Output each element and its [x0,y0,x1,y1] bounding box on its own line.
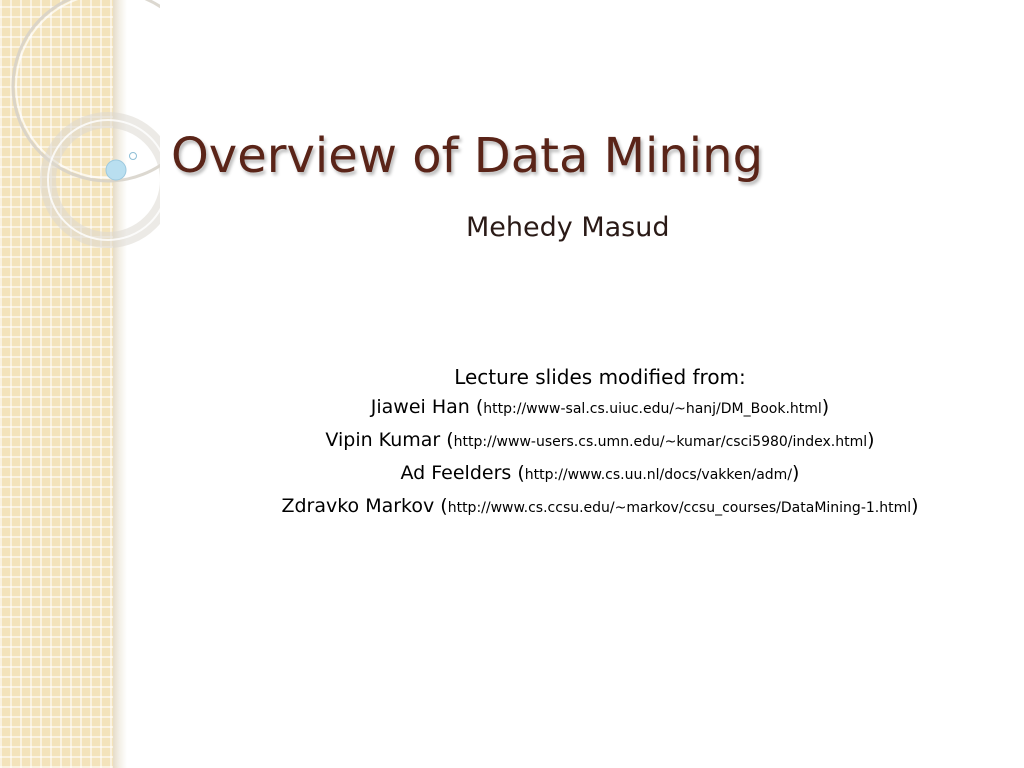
slide-title: Overview of Data Mining [171,128,764,184]
author-name: Mehedy Masud [466,212,670,243]
credits-heading: Lecture slides modified from: [454,365,746,389]
credit-url[interactable]: http://www.cs.uu.nl/docs/vakken/adm/ [524,467,793,483]
credits-block [180,362,1020,524]
credit-line: Jiawei Han (http://www-sal.cs.uiuc.edu/~hanj/DM_Book.html) [370,396,830,418]
credit-line: Vipin Kumar (http://www-users.cs.umn.edu/~kumar/csci5980/index.html) [325,429,875,451]
credit-url[interactable]: http://www-sal.cs.uiuc.edu/~hanj/DM_Book.html [483,401,822,417]
bubble-small [130,153,137,160]
credit-line: Zdravko Markov (http://www.cs.ccsu.edu/~markov/ccsu_courses/DataMining-1.html) [281,495,919,517]
credit-line: Ad Feelders (http://www.cs.uu.nl/docs/vakken/adm/) [400,462,800,484]
decorative-rings [0,0,160,260]
credit-name: Zdravko Markov [281,495,435,517]
credit-url[interactable]: http://www.cs.ccsu.edu/~markov/ccsu_courses/DataMining-1.html [447,500,912,516]
bubble-large [106,160,126,180]
credit-name: Jiawei Han [370,396,470,418]
credit-url[interactable]: http://www-users.cs.umn.edu/~kumar/csci5980/index.html [453,434,868,450]
credit-name: Vipin Kumar [325,429,441,451]
credit-name: Ad Feelders [400,462,512,484]
